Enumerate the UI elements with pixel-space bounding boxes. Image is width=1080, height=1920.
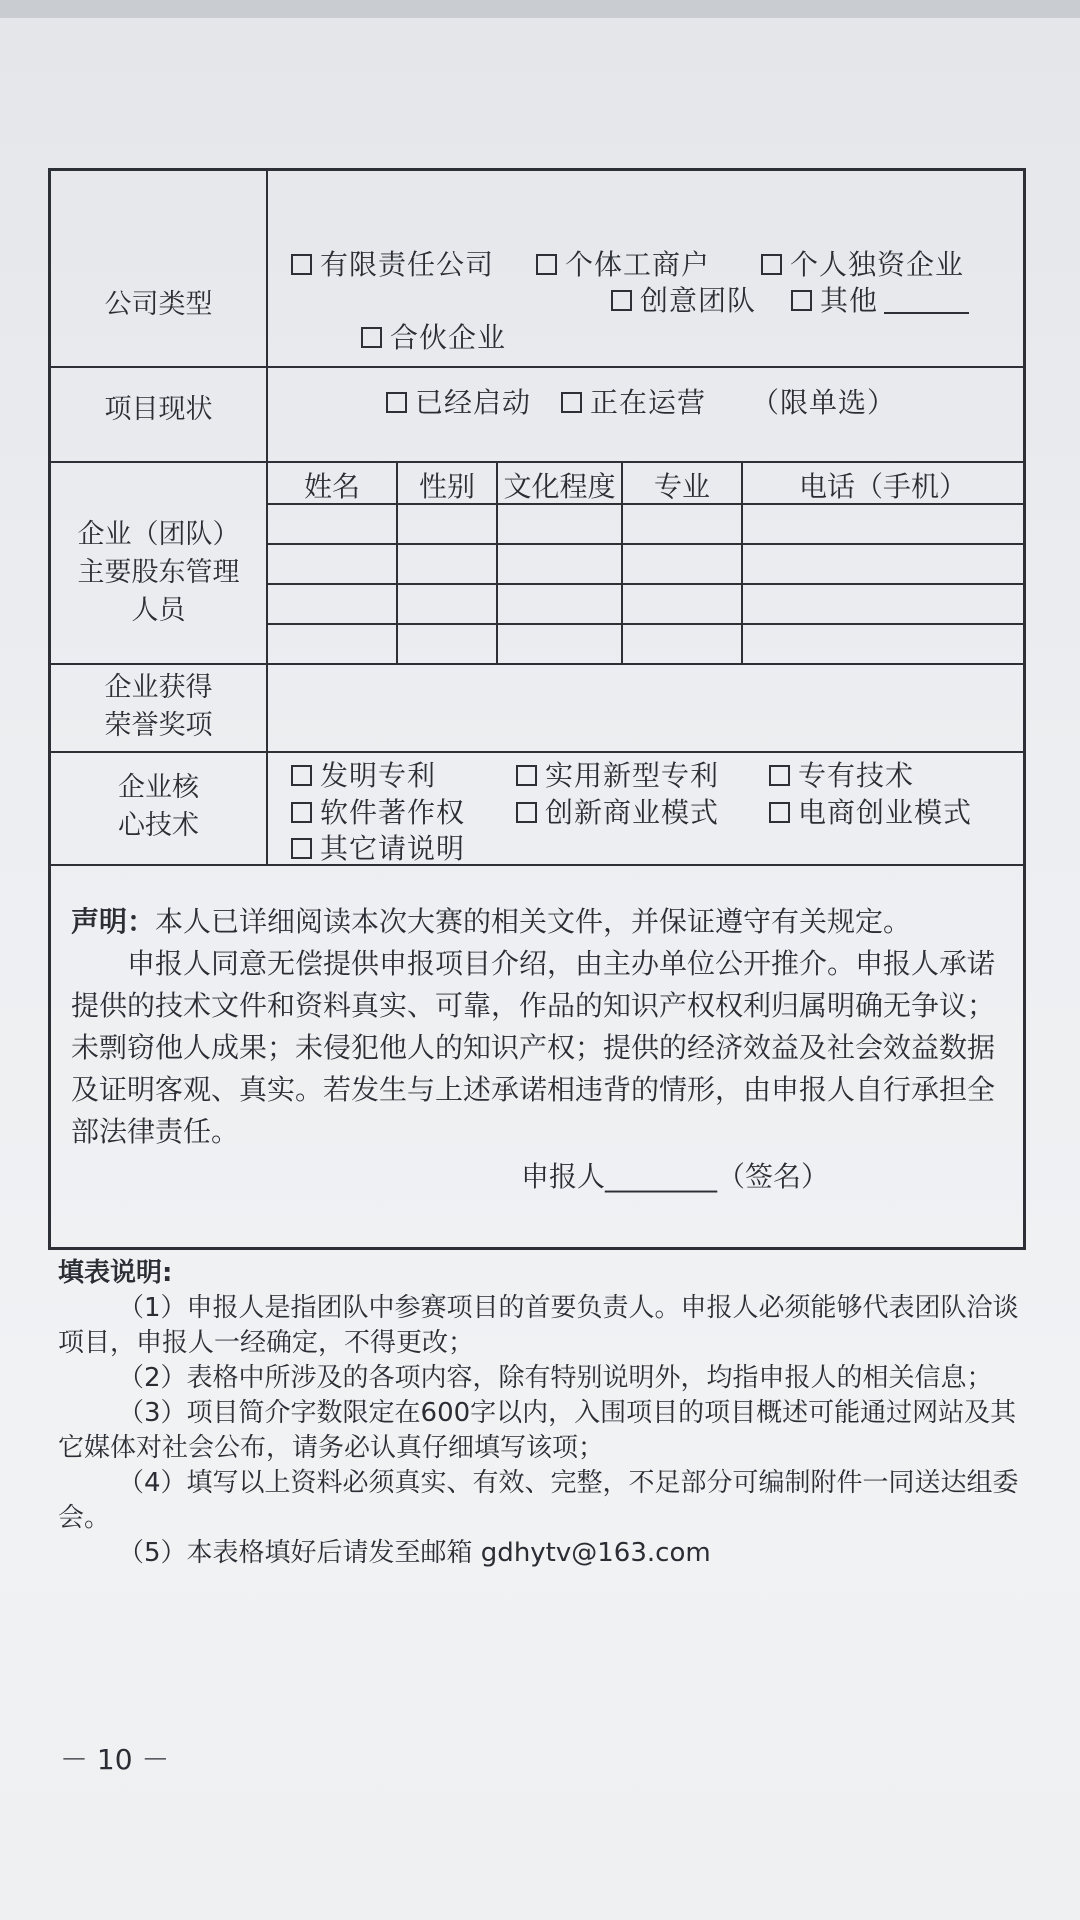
row-divider <box>51 663 1023 665</box>
option-operating[interactable]: 正在运营 <box>561 381 706 421</box>
checkbox[interactable] <box>291 254 312 275</box>
project-status-label: 项目现状 <box>104 394 213 425</box>
checkbox[interactable] <box>516 765 537 786</box>
col-header-major: 专业 <box>653 470 710 503</box>
option-other[interactable]: 其他 <box>791 279 969 319</box>
checkbox[interactable] <box>769 802 790 823</box>
option-llc[interactable]: 有限责任公司 <box>291 243 494 283</box>
option-individual-business[interactable]: 个体工商户 <box>536 243 710 283</box>
option-started[interactable]: 已经启动 <box>386 381 531 421</box>
declaration-first-line: 声明：本人已详细阅读本次大赛的相关文件，并保证遵守有关规定。 <box>71 905 912 938</box>
option-partnership[interactable]: 合伙企业 <box>361 316 506 356</box>
checkbox[interactable] <box>611 290 632 311</box>
subtable-divider <box>266 543 1023 545</box>
row-divider <box>51 366 1023 368</box>
core-tech-label: 企业核 心技术 <box>118 772 199 841</box>
signature-line[interactable]: 申报人________（签名） <box>521 1160 830 1193</box>
checkbox[interactable] <box>291 765 312 786</box>
col-header-name: 姓名 <box>303 470 360 503</box>
single-choice-note: （限单选） <box>751 386 897 419</box>
checkbox[interactable] <box>791 290 812 311</box>
option-ecommerce-model[interactable]: 电商创业模式 <box>769 791 972 831</box>
option-invention-patent[interactable]: 发明专利 <box>291 754 436 794</box>
note-item: （1）申报人是指团队中参赛项目的首要负责人。申报人必须能够代表团队洽谈项目，申报人一经确定，不得更改； <box>58 1293 1019 1358</box>
label-column-divider <box>266 171 268 864</box>
checkbox[interactable] <box>386 392 407 413</box>
option-sole-proprietorship[interactable]: 个人独资企业 <box>761 243 964 283</box>
checkbox[interactable] <box>769 765 790 786</box>
company-type-label: 公司类型 <box>104 289 213 320</box>
notes-title: 填表说明: <box>58 1258 173 1288</box>
option-business-model[interactable]: 创新商业模式 <box>516 791 719 831</box>
note-item: （4）填写以上资料必须真实、有效、完整，不足部分可编制附件一同送达组委会。 <box>58 1468 1019 1533</box>
col-header-phone: 电话（手机） <box>798 470 967 503</box>
checkbox[interactable] <box>291 802 312 823</box>
declaration-title: 声明： <box>71 905 156 938</box>
filling-instructions <box>58 1256 1038 1571</box>
row-divider <box>51 461 1023 463</box>
row-divider <box>51 864 1023 866</box>
checkbox[interactable] <box>561 392 582 413</box>
col-header-gender: 性别 <box>418 470 475 503</box>
shareholders-label: 企业（团队） 主要股东管理 人员 <box>77 519 240 626</box>
row-divider <box>51 751 1023 753</box>
page-number: － 10 － <box>60 1743 170 1776</box>
subtable-divider <box>266 623 1023 625</box>
option-software-copyright[interactable]: 软件著作权 <box>291 791 465 831</box>
declaration-paragraph: 申报人同意无偿提供申报项目介绍，由主办单位公开推介。申报人承诺提供的技术文件和资料真实、可靠，作品的知识产权权利归属明确无争议；未剽窃他人成果；未侵犯他人的知识产权；提供的经济效益及社会效益数据及证明客观、真实。若发生与上述承诺相违背的情形，由申报人自行承担全部法律责任。 <box>71 947 996 1148</box>
application-form-table <box>48 168 1026 1250</box>
checkbox[interactable] <box>291 838 312 859</box>
paper-sheet <box>0 18 1080 1920</box>
note-item: （3）项目简介字数限定在600字以内，入围项目的项目概述可能通过网站及其它媒体对社会公布，请务必认真仔细填写该项； <box>58 1398 1017 1463</box>
subtable-divider <box>266 583 1023 585</box>
option-proprietary-tech[interactable]: 专有技术 <box>769 754 914 794</box>
option-other-explain[interactable]: 其它请说明 <box>291 827 465 867</box>
checkbox[interactable] <box>361 327 382 348</box>
honors-field[interactable] <box>269 666 1021 748</box>
other-blank-line[interactable] <box>884 312 969 314</box>
honors-label: 企业获得 荣誉奖项 <box>104 672 213 741</box>
note-item: （5）本表格填好后请发至邮箱 gdhytv@163.com <box>118 1538 711 1568</box>
option-creative-team[interactable]: 创意团队 <box>611 279 756 319</box>
checkbox[interactable] <box>536 254 557 275</box>
option-utility-patent[interactable]: 实用新型专利 <box>516 754 719 794</box>
checkbox[interactable] <box>761 254 782 275</box>
note-item: （2）表格中所涉及的各项内容，除有特别说明外，均指申报人的相关信息； <box>118 1363 993 1393</box>
col-header-education: 文化程度 <box>503 470 616 503</box>
checkbox[interactable] <box>516 802 537 823</box>
